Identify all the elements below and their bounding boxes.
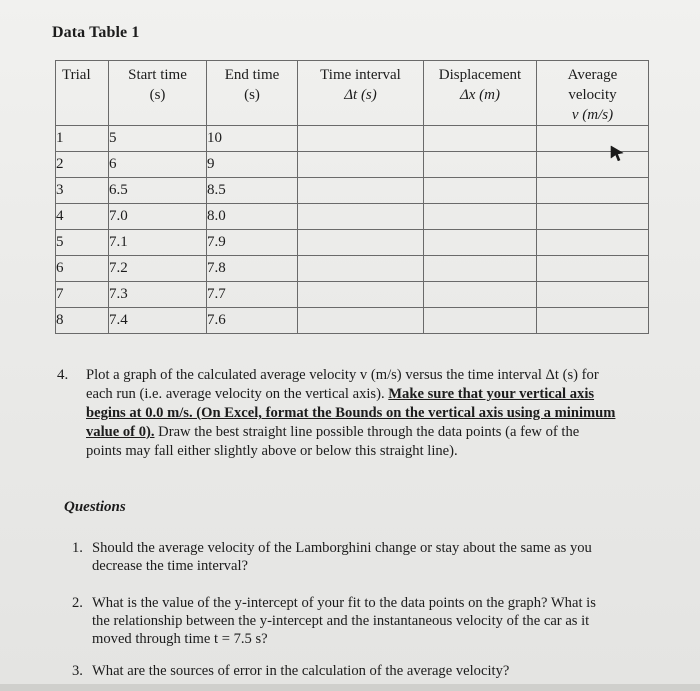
- cell-time-interval[interactable]: [298, 308, 424, 334]
- cell-displacement[interactable]: [424, 308, 537, 334]
- cell-time-interval[interactable]: [298, 256, 424, 282]
- question-number: 2.: [72, 595, 83, 611]
- table-row: [56, 152, 649, 178]
- header-displacement: [424, 61, 537, 126]
- cell-start-time: 6: [109, 152, 207, 178]
- cell-start-time: 7.2: [109, 256, 207, 282]
- question-text: What is the value of the y-intercept of your fit to the data points on the graph? What is the relationship between the y-intercept and the instantaneous velocity of the car as it moved through time t = 7.5 s?: [92, 595, 596, 647]
- cell-trial: 1: [56, 126, 109, 152]
- cell-end-time: 7.7: [207, 282, 298, 308]
- table-row: [56, 230, 649, 256]
- header-time-interval: [298, 61, 424, 126]
- header-start-time: [109, 61, 207, 126]
- mouse-pointer-icon: [610, 145, 624, 161]
- cell-end-time: 8.5: [207, 178, 298, 204]
- cell-displacement[interactable]: [424, 256, 537, 282]
- cell-trial: 8: [56, 308, 109, 334]
- instruction-text: [86, 366, 617, 461]
- cell-time-interval[interactable]: [298, 178, 424, 204]
- cell-time-interval[interactable]: [298, 230, 424, 256]
- question-item: [72, 594, 612, 648]
- cell-displacement[interactable]: [424, 282, 537, 308]
- cell-end-time: 9: [207, 152, 298, 178]
- cell-start-time: 7.0: [109, 204, 207, 230]
- header-unit: Δx (m): [459, 87, 501, 103]
- cell-time-interval[interactable]: [298, 152, 424, 178]
- cell-end-time: 7.6: [207, 308, 298, 334]
- cell-average-velocity[interactable]: [537, 230, 649, 256]
- header-unit: v (m/s): [571, 107, 614, 123]
- cell-displacement[interactable]: [424, 204, 537, 230]
- page-bottom-edge: [0, 684, 700, 691]
- cell-displacement[interactable]: [424, 230, 537, 256]
- cell-average-velocity[interactable]: [537, 282, 649, 308]
- header-end-time: [207, 61, 298, 126]
- cell-trial: 4: [56, 204, 109, 230]
- cell-trial: 7: [56, 282, 109, 308]
- table-row: [56, 126, 649, 152]
- question-item: [72, 539, 612, 575]
- question-text: Should the average velocity of the Lamborghini change or stay about the same as you decrease the time interval?: [92, 540, 592, 574]
- instruction-emphasis: Make sure that your vertical axis begins at 0.0 m/s. (On Excel, format the Bounds on the vertical axis using a minimum value of 0).: [86, 386, 616, 440]
- cell-average-velocity[interactable]: [537, 152, 649, 178]
- cell-end-time: 7.8: [207, 256, 298, 282]
- header-text: Start time: [128, 67, 187, 83]
- table-header-row: [56, 61, 649, 126]
- cell-displacement[interactable]: [424, 178, 537, 204]
- question-item: [72, 662, 612, 680]
- cell-start-time: 7.4: [109, 308, 207, 334]
- cell-start-time: 7.1: [109, 230, 207, 256]
- table-row: [56, 256, 649, 282]
- cell-time-interval[interactable]: [298, 204, 424, 230]
- cell-average-velocity[interactable]: [537, 256, 649, 282]
- instruction-text-part: Draw the best straight line possible through the data points (a few of the points may fall either slightly above or below this straight line).: [86, 424, 580, 459]
- table-row: [56, 204, 649, 230]
- page-title: Data Table 1: [52, 24, 140, 41]
- cell-average-velocity[interactable]: [537, 204, 649, 230]
- header-average-velocity: [537, 61, 649, 126]
- question-text: What are the sources of error in the calculation of the average velocity?: [92, 663, 510, 679]
- cell-start-time: 5: [109, 126, 207, 152]
- cell-trial: 2: [56, 152, 109, 178]
- cell-displacement[interactable]: [424, 152, 537, 178]
- data-table: [55, 60, 649, 334]
- cell-end-time: 8.0: [207, 204, 298, 230]
- cell-trial: 6: [56, 256, 109, 282]
- header-text: Displacement: [438, 67, 522, 83]
- cell-start-time: 6.5: [109, 178, 207, 204]
- cell-time-interval[interactable]: [298, 282, 424, 308]
- cell-average-velocity[interactable]: [537, 308, 649, 334]
- table-row: [56, 308, 649, 334]
- header-text: velocity: [568, 87, 617, 103]
- header-unit: (s): [149, 87, 166, 103]
- instruction-item: [57, 366, 617, 461]
- header-text: Time interval: [320, 67, 401, 83]
- cell-displacement[interactable]: [424, 126, 537, 152]
- instruction-number: 4.: [57, 367, 69, 383]
- table-row: [56, 178, 649, 204]
- questions-heading: Questions: [64, 499, 126, 515]
- header-unit: (s): [244, 87, 260, 103]
- cell-trial: 3: [56, 178, 109, 204]
- instruction-text-part: Plot a graph of the calculated average velocity v (m/s) versus the time interval Δt (s) for each run (i.e. average velocity on the vertical axis).: [86, 367, 599, 402]
- cell-end-time: 7.9: [207, 230, 298, 256]
- cell-average-velocity[interactable]: [537, 126, 649, 152]
- header-text: Trial: [62, 67, 91, 83]
- cell-start-time: 7.3: [109, 282, 207, 308]
- header-text: End time: [224, 67, 280, 83]
- cell-average-velocity[interactable]: [537, 178, 649, 204]
- table-row: [56, 282, 649, 308]
- cell-end-time: 10: [207, 126, 298, 152]
- question-number: 3.: [72, 663, 83, 679]
- header-unit: Δt (s): [344, 87, 377, 103]
- question-number: 1.: [72, 540, 83, 556]
- cell-time-interval[interactable]: [298, 126, 424, 152]
- cell-trial: 5: [56, 230, 109, 256]
- header-trial: [56, 61, 109, 126]
- header-text: Average: [567, 67, 618, 83]
